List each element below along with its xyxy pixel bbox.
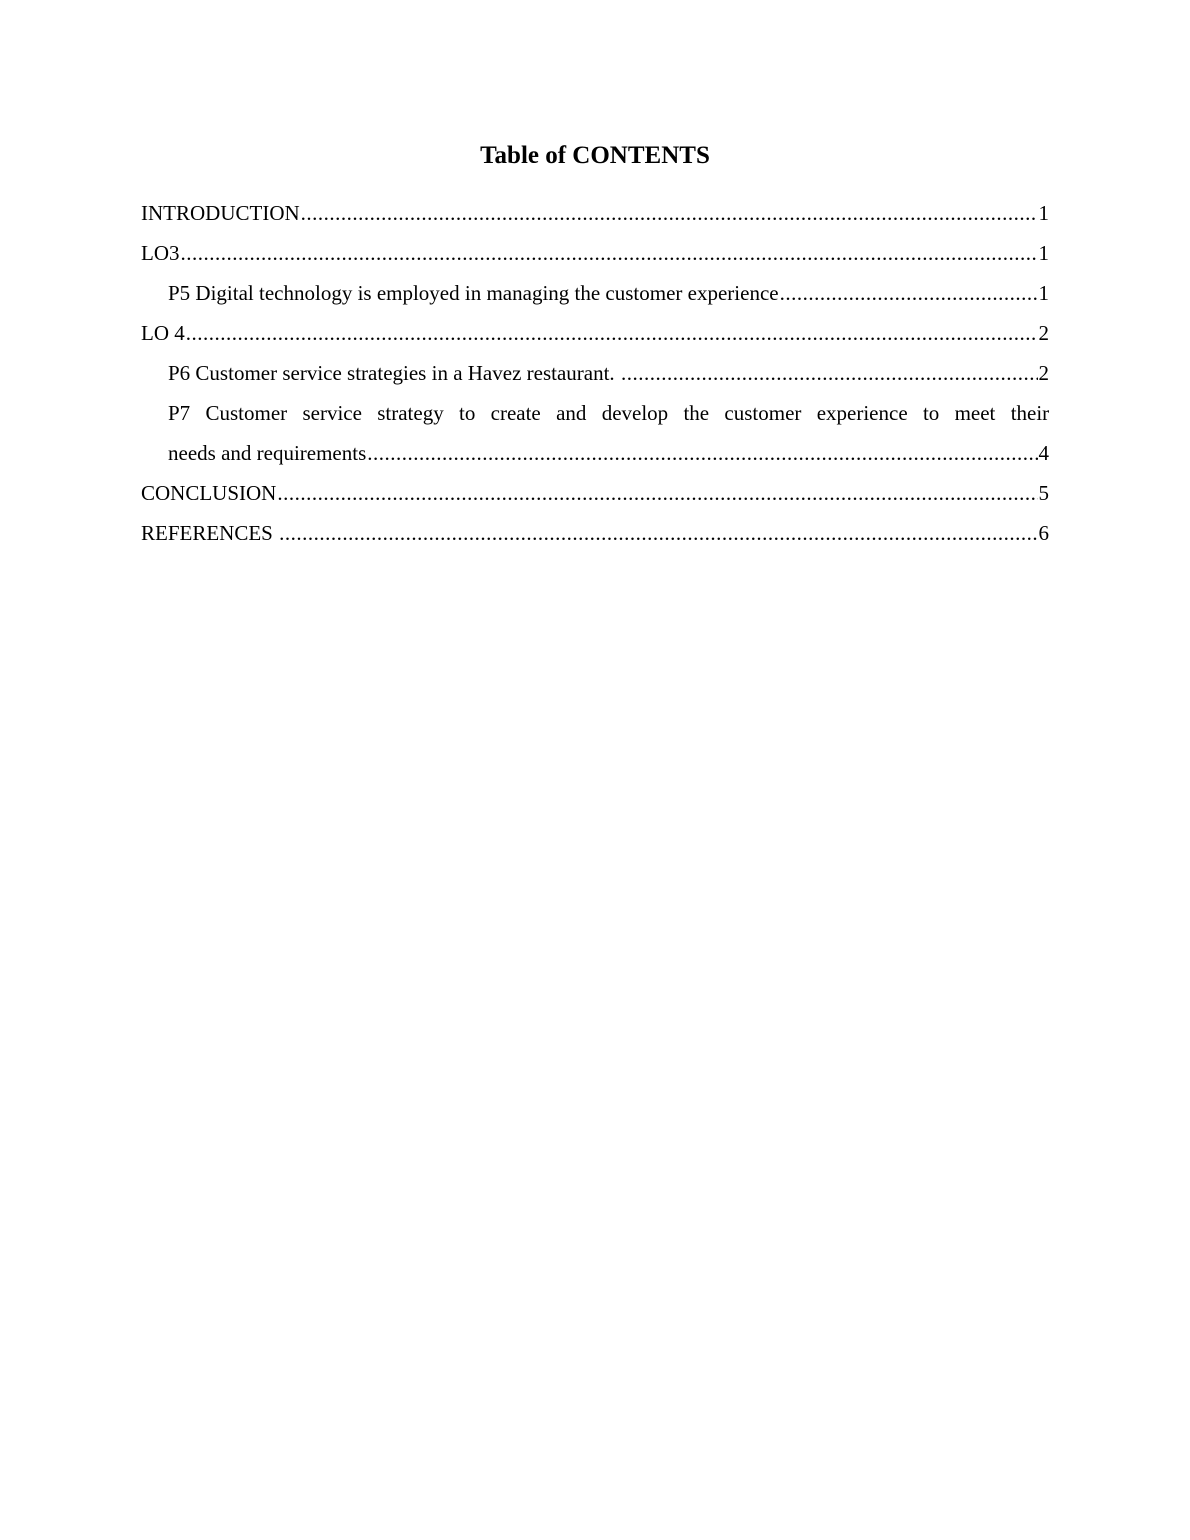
toc-entry-label-line-2: needs and requirements (168, 433, 366, 473)
toc-page-number: 4 (1038, 441, 1049, 465)
toc-entry-label-line-1: P7 Customer service strategy to create and develop the customer experience to meet their (168, 401, 1049, 425)
toc-entry-lo4[interactable] (141, 313, 1049, 353)
toc-title: Table of CONTENTS (480, 142, 710, 169)
toc-page-number: 1 (1038, 281, 1049, 305)
toc-page-number: 1 (1038, 201, 1049, 225)
toc-entry-p6[interactable] (141, 353, 1049, 393)
toc-entry-references[interactable] (141, 513, 1049, 553)
toc-entry-p7[interactable] (141, 393, 1049, 473)
toc-page-number: 6 (1038, 521, 1049, 545)
toc-entry-label: P6 Customer service strategies in a Havez restaurant. (168, 353, 620, 393)
toc-entry-label: REFERENCES (141, 513, 278, 553)
toc-dot-leader (367, 433, 1037, 473)
toc-dot-leader (277, 473, 1037, 513)
toc-entry-lo3[interactable] (141, 233, 1049, 273)
toc-entry-label: CONCLUSION (141, 473, 276, 513)
toc-dot-leader (621, 353, 1038, 393)
toc-page-number: 5 (1038, 481, 1049, 505)
toc-dot-leader (279, 513, 1037, 553)
toc-dot-leader (186, 313, 1038, 353)
toc-entry-label: P5 Digital technology is employed in managing the customer experience (168, 273, 779, 313)
toc-dot-leader (301, 193, 1038, 233)
toc-entry-conclusion[interactable] (141, 473, 1049, 513)
toc-entry-introduction[interactable] (141, 193, 1049, 233)
toc-page-number: 2 (1038, 321, 1049, 345)
toc-dot-leader (780, 273, 1038, 313)
table-of-contents (141, 193, 1049, 553)
toc-entry-label: LO 4 (141, 313, 185, 353)
toc-dot-leader (181, 233, 1038, 273)
toc-entry-label: INTRODUCTION (141, 193, 300, 233)
toc-entry-label: LO3 (141, 233, 180, 273)
toc-page-number: 1 (1038, 241, 1049, 265)
toc-entry-p5[interactable] (141, 273, 1049, 313)
toc-page-number: 2 (1038, 361, 1049, 385)
